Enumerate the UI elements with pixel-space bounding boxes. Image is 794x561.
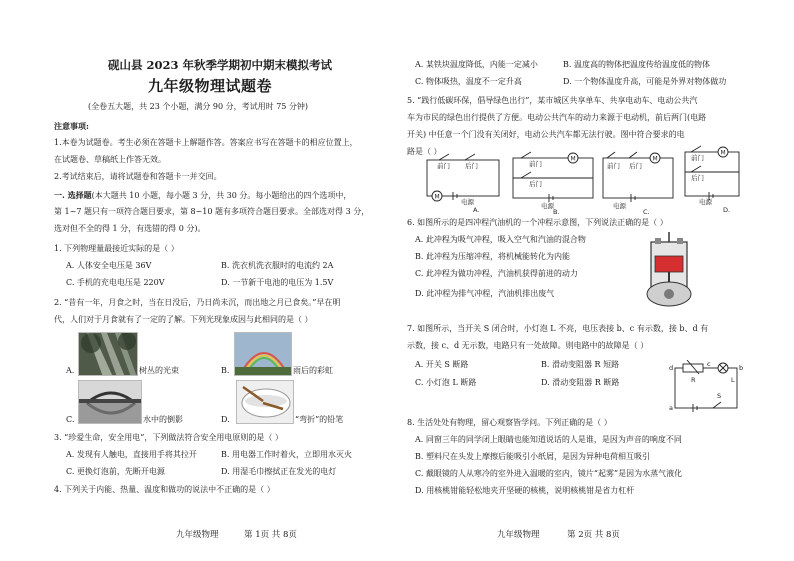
circuit-c-motor: M (652, 155, 658, 163)
q2-option-d-text: “弯折”的铅笔 (295, 415, 344, 424)
q7-label-a: a (669, 404, 673, 412)
q8-stem: 8. 生活处处有物理，留心观察皆学问。下列正确的是（ ） (407, 418, 612, 427)
q7-option-b: B. 滑动变阻器 R 短路 (541, 360, 620, 369)
q5-line4: 路是（ ） (407, 147, 442, 156)
q5-line3: 开关) 中任意一个门没有关闭好，电动公共汽车都无法行驶。图中符合要求的电 (407, 130, 685, 139)
circuit-d-front-door: 前门 (691, 154, 704, 162)
footer-page-right: 第 2页 共 8页 (567, 530, 620, 540)
q1-option-d: D. 一节新干电池的电压为 1.5V (221, 278, 334, 287)
q1-option-a: A. 人体安全电压是 36V (66, 261, 152, 270)
circuit-a-power: 电源 (461, 198, 474, 206)
q7-label-s: S (717, 392, 722, 400)
circuit-c-front-door: 前门 (607, 162, 620, 170)
q3-stem: 3. “珍爱生命，安全用电”，下列做法符合安全用电原则的是（ ） (54, 433, 283, 442)
q2-stem-line1: 2. “昔有一年，月食之时，当在日没后，乃日尚未沉，而出地之月已食矣。”早在明 (54, 298, 341, 307)
q7-label-b: b (739, 364, 744, 372)
q1-option-b: B. 洗衣机洗衣服时的电流约 2A (221, 261, 334, 270)
q2-stem-line2: 代，人们对于月食就有了一定的了解。下列光现象成因与此相同的是（ ） (54, 315, 313, 324)
q7-circuit-diagram (669, 360, 749, 416)
q2-option-c-letter: C. (66, 415, 75, 424)
q7-label-d: d (669, 364, 674, 372)
rainbow-image (234, 332, 292, 376)
q2-option-d-letter: D. (221, 415, 230, 424)
circuit-b-power: 电源 (541, 202, 554, 210)
q6-option-b: B. 此冲程为压缩冲程，将机械能转化为内能 (415, 252, 570, 261)
q8-option-b: B. 塑料尺在头发上摩擦后能吸引小纸屑，是因为异种电荷相互吸引 (415, 452, 650, 461)
q7-option-d: D. 滑动变阻器 R 断路 (541, 378, 620, 387)
circuit-b-back-door: 后门 (529, 180, 542, 188)
notice-item-2: 2.考试结束后，请将试题卷和答题卡一并交回。 (54, 172, 222, 181)
engine-stroke-diagram (637, 232, 701, 310)
bent-pencil-image (236, 380, 294, 424)
notice-heading: 注意事项: (54, 121, 89, 131)
q4-option-d: D. 一个物体温度升高，可能是外界对物体做功 (563, 77, 727, 86)
section1-line1-rest: (本大题共 10 小题，每小题 3 分，共 30 分。每小题给出的四个选项中， (91, 191, 352, 200)
section1-line3: 选对但不全的得 1 分，有选错的得 0 分)。 (54, 224, 206, 233)
q8-option-d: D. 用核桃钳能轻松地夹开坚硬的核桃，说明核桃钳是省力杠杆 (415, 486, 635, 495)
circuit-b-front-door: 前门 (529, 160, 542, 168)
section1-line2: 第 1~7 题只有一项符合题目要求，第 8~10 题有多项符合题目要求。全部选对得 3 分， (54, 207, 370, 216)
circuit-c-letter: C. (643, 208, 650, 214)
circuit-d-motor: M (720, 149, 726, 157)
circuit-a-letter: A. (473, 206, 480, 214)
circuit-c-back-door: 后门 (629, 162, 642, 170)
notice-item-1a: 1.本卷为试题卷。考生必须在答题卡上解题作答。答案应书写在答题卡的相应位置上， (54, 138, 358, 147)
q7-label-l: L (731, 376, 735, 384)
q6-option-c: C. 此冲程为做功冲程，汽油机获得前进的动力 (415, 269, 578, 278)
q7-option-a: A. 开关 S 断路 (415, 360, 469, 369)
footer-subject-left: 九年级物理 (176, 530, 219, 540)
q7-label-r: R (691, 376, 696, 384)
circuit-d-power: 电源 (699, 198, 712, 206)
q8-option-c: C. 戴眼镜的人从寒冷的室外进入温暖的室内，镜片“起雾”是因为水蒸气液化 (415, 469, 683, 478)
q3-option-d: D. 用湿毛巾擦拭正在发光的电灯 (221, 467, 337, 476)
circuit-d-letter: D. (723, 206, 731, 214)
q2-option-b-letter: B. (221, 366, 230, 375)
water-reflection-image (78, 380, 142, 424)
paper-title: 九年级物理试题卷 (148, 77, 273, 95)
footer-subject-right: 九年级物理 (497, 530, 540, 540)
q7-line1: 7. 如图所示，当开关 S 闭合时，小灯泡 L 不亮，电压表接 b、c 有示数，接 b、d 有 (407, 324, 709, 333)
circuit-a-front-door: 前门 (437, 162, 450, 170)
q1-option-c: C. 手机的充电电压是 220V (66, 278, 165, 287)
q2-option-a-text: 树丛的光束 (139, 366, 179, 375)
q6-stem: 6. 如图所示的是四冲程汽油机的一个冲程示意图，下列说法正确的是（ ） (407, 218, 668, 227)
exam-title: 砚山县 2023 年秋季学期初中期末模拟考试 (108, 58, 333, 72)
q3-option-b: B. 用电器工作时着火，立即用水灭火 (221, 450, 352, 459)
q6-option-a: A. 此冲程为吸气冲程，吸入空气和汽油的混合物 (415, 235, 586, 244)
q8-option-a: A. 同窗三年的同学闭上眼睛也能知道说话的人是谁，是因为声音的响度不同 (415, 435, 682, 444)
right-page (397, 0, 794, 561)
circuit-b-letter: B. (553, 208, 560, 214)
q6-option-d: D. 此冲程为排气冲程，汽油机排出废气 (415, 289, 555, 298)
q5-line1: 5. “践行低碳环保，倡导绿色出行”，某市城区共享单车、共享电动车、电动公共汽 (407, 96, 698, 105)
q4-option-c: C. 物体吸热，温度不一定升高 (415, 77, 522, 86)
q3-option-a: A. 发现有人触电，直接用手将其拉开 (66, 450, 197, 459)
q4-option-a: A. 某铁块温度降低，内能一定减小 (415, 60, 538, 69)
circuit-b-motor: M (570, 155, 576, 163)
q3-option-c: C. 更换灯泡前，先断开电源 (66, 467, 165, 476)
q2-option-b-text: 雨后的彩虹 (293, 366, 333, 375)
circuit-d-back-door: 后门 (691, 174, 704, 182)
circuit-c-power: 电源 (613, 202, 626, 210)
section1-label: 一. 选择题 (54, 190, 92, 200)
tree-light-beams-image (78, 332, 138, 376)
q1-stem: 1. 下列物理量最接近实际的是（ ） (54, 244, 179, 253)
q4-option-b: B. 温度高的物体把温度传给温度低的物体 (563, 60, 710, 69)
q5-line2: 车为市民的绿色出行提供了方便。电动公共汽车的动力来源于电动机，前后两门(电路 (407, 113, 707, 122)
footer-page-left: 第 1页 共 8页 (244, 530, 297, 540)
paper-subtitle: (全卷五大题，共 23 个小题，满分 90 分，考试用时 75 分钟) (88, 102, 309, 111)
q7-label-c: c (707, 360, 711, 368)
q2-option-a-letter: A. (66, 366, 75, 375)
q4-stem: 4. 下列关于内能、热量、温度和做功的说法中不正确的是（ ） (54, 485, 275, 494)
q7-option-c: C. 小灯泡 L 断路 (415, 378, 477, 387)
section1-line1 (54, 190, 351, 202)
circuit-a-motor: M (434, 193, 440, 201)
notice-item-1b: 在试题卷、草稿纸上作答无效。 (54, 155, 166, 164)
circuit-a-back-door: 后门 (465, 162, 478, 170)
q2-option-c-text: 水中的倒影 (143, 415, 183, 424)
q7-line2: 示数，接 c、d 无示数，电路只有一处故障。则电路中的故障是（ ） (407, 341, 649, 350)
q5-circuit-diagrams (403, 144, 743, 214)
